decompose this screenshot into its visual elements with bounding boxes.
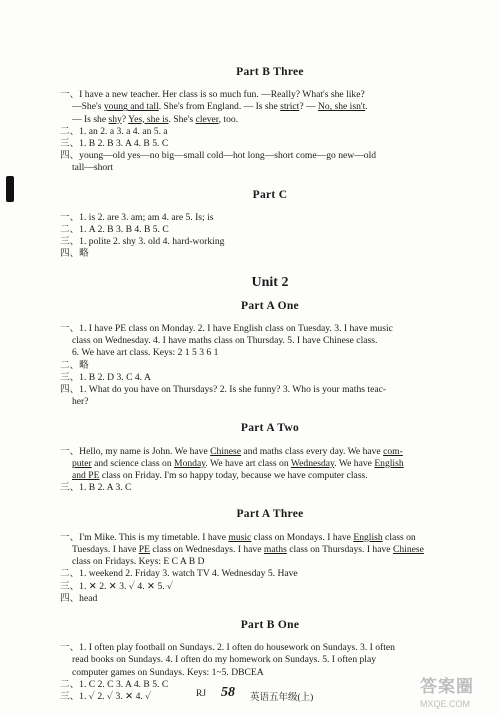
answer-line: 四、1. What do you have on Thursdays? 2. Is she funny? 3. Who is your maths teac- <box>60 384 387 396</box>
answer-line: 三、1. B 2. A 3. C <box>60 482 132 494</box>
answer-line: 一、I have a new teacher. Her class is so much fun. —Really? What's she like? <box>60 89 365 101</box>
answer-line: 二、1. weekend 2. Friday 3. watch TV 4. Wednesday 5. Have <box>60 568 298 580</box>
answer-line: 一、Hello, my name is John. We have Chinese and maths class every day. We have com- <box>60 445 403 457</box>
answer-line: 一、1. is 2. are 3. am; am 4. are 5. Is; is <box>60 211 214 223</box>
answer-line: 一、1. I often play football on Sundays. 2. I often do housework on Sundays. 3. I often <box>60 642 395 654</box>
answer-line: 四、略 <box>60 248 89 260</box>
answer-line: 四、head <box>60 592 98 604</box>
answer-line: 二、1. A 2. B 3. B 4. B 5. C <box>60 224 169 236</box>
answer-line: 6. We have art class. Keys: 2 1 5 3 6 1 <box>72 347 219 359</box>
answer-line: 一、I'm Mike. This is my timetable. I have music class on Mondays. I have English class on <box>60 531 416 543</box>
answer-line: puter and science class on Monday. We have art class on Wednesday. We have English <box>72 457 404 469</box>
answer-line: class on Wednesday. 4. I have maths class on Thursday. 5. I have Chinese class. <box>72 335 378 347</box>
answer-line: computer games on Sundays. Keys: 1~5. DBCEA <box>72 666 264 678</box>
unit-title: Unit 2 <box>251 274 289 290</box>
answer-line: — Is she shy? Yes, she is. She's clever, too. <box>72 113 239 125</box>
section-title: Part B One <box>240 618 300 631</box>
answer-line: read books on Sundays. 4. I often do my homework on Sundays. 5. I often play <box>72 654 377 666</box>
answer-line: tall—short <box>72 162 114 174</box>
section-title: Part A Two <box>240 422 300 435</box>
answer-line: her? <box>72 396 89 408</box>
edition-label: RJ <box>196 689 207 699</box>
answer-line: 四、young—old yes—no big—small cold—hot long—short come—go new—old <box>60 150 377 162</box>
answer-line: —She's young and tall. She's from England. — Is she strict? — No, she isn't. <box>72 101 368 113</box>
answer-line: 三、1. ✓ 2. ✓ 3. ✕ 4. ✓ <box>60 690 152 702</box>
answer-line: 二、1. an 2. a 3. a 4. an 5. a <box>60 125 168 137</box>
section-title: Part B Three <box>236 66 304 78</box>
section-title: Part C <box>252 188 288 201</box>
watermark-logo: 答案圈 MXQE.COM <box>420 677 474 709</box>
binder-mark <box>6 176 14 202</box>
section-title: Part A One <box>241 299 299 312</box>
answer-line: 三、1. B 2. B 3. A 4. B 5. C <box>60 138 169 150</box>
answer-line: 二、略 <box>60 359 89 371</box>
answer-line: 二、1. C 2. C 3. A 4. B 5. C <box>60 678 169 690</box>
subject-label: 英语五年级(上) <box>250 693 314 703</box>
section-title: Part A Three <box>236 508 304 521</box>
answer-line: and PE class on Friday. I'm so happy today, because we have computer class. <box>72 470 368 482</box>
answer-line: 三、1. ✕ 2. ✕ 3. ✓ 4. ✕ 5. ✓ <box>60 580 174 592</box>
answer-line: 一、1. I have PE class on Monday. 2. I have English class on Tuesday. 3. I have music <box>60 323 393 335</box>
answer-content <box>60 66 480 703</box>
answer-line: Tuesdays. I have PE class on Wednesdays. I have maths class on Thursdays. I have Chinese <box>72 543 424 555</box>
answer-line: 三、1. B 2. D 3. C 4. A <box>60 371 151 383</box>
page-number: 58 <box>221 685 235 700</box>
answer-line: 三、1. polite 2. shy 3. old 4. hard-working <box>60 236 225 248</box>
answer-line: class on Fridays. Keys: E C A B D <box>72 556 205 568</box>
